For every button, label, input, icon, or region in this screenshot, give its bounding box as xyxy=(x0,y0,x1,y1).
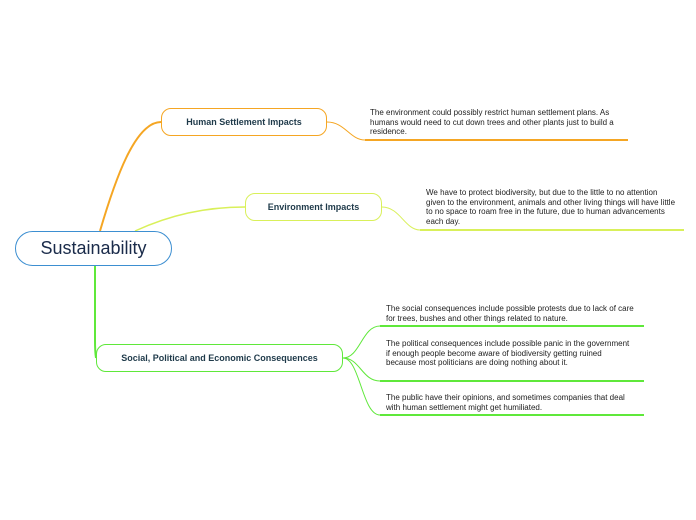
note-social: The social consequences include possible protests due to lack of care for trees, bushes and other things related to nature. xyxy=(386,304,634,323)
topic-human-settlement-impacts[interactable] xyxy=(161,108,327,136)
note-political: The political consequences include possible panic in the government if enough people become aware of biodiversity getting ruined because most politicians are doing nothing about it. xyxy=(386,339,630,367)
central-topic-label: Sustainability xyxy=(40,238,147,258)
connector-root-human xyxy=(100,122,161,231)
connector-root-environment xyxy=(135,207,245,231)
topic-environment-impacts[interactable] xyxy=(245,193,382,221)
connector-environment-note xyxy=(382,207,420,230)
topic-label: Human Settlement Impacts xyxy=(186,117,302,127)
note-human-settlement: The environment could possibly restrict human settlement plans. As humans would need to cut down trees and other plants just to build a residence. xyxy=(370,108,614,136)
note-public: The public have their opinions, and sometimes companies that deal with human settlement might get humiliated. xyxy=(386,393,625,412)
connector-social-note-2 xyxy=(343,358,380,381)
topic-label: Social, Political and Economic Consequences xyxy=(121,353,318,363)
connector-social-note-3 xyxy=(343,358,380,415)
note-environment: We have to protect biodiversity, but due to the little to no attention given to the environment, animals and other living things will have little to no space to roam free in the future, due to human advancements each day. xyxy=(426,188,676,226)
topic-label: Environment Impacts xyxy=(267,202,360,212)
topic-social-political-economic[interactable] xyxy=(96,344,343,372)
connector-human-note xyxy=(327,122,365,140)
connector-root-social xyxy=(95,266,96,358)
central-topic-node[interactable] xyxy=(15,231,172,266)
connector-social-note-1 xyxy=(343,326,380,358)
